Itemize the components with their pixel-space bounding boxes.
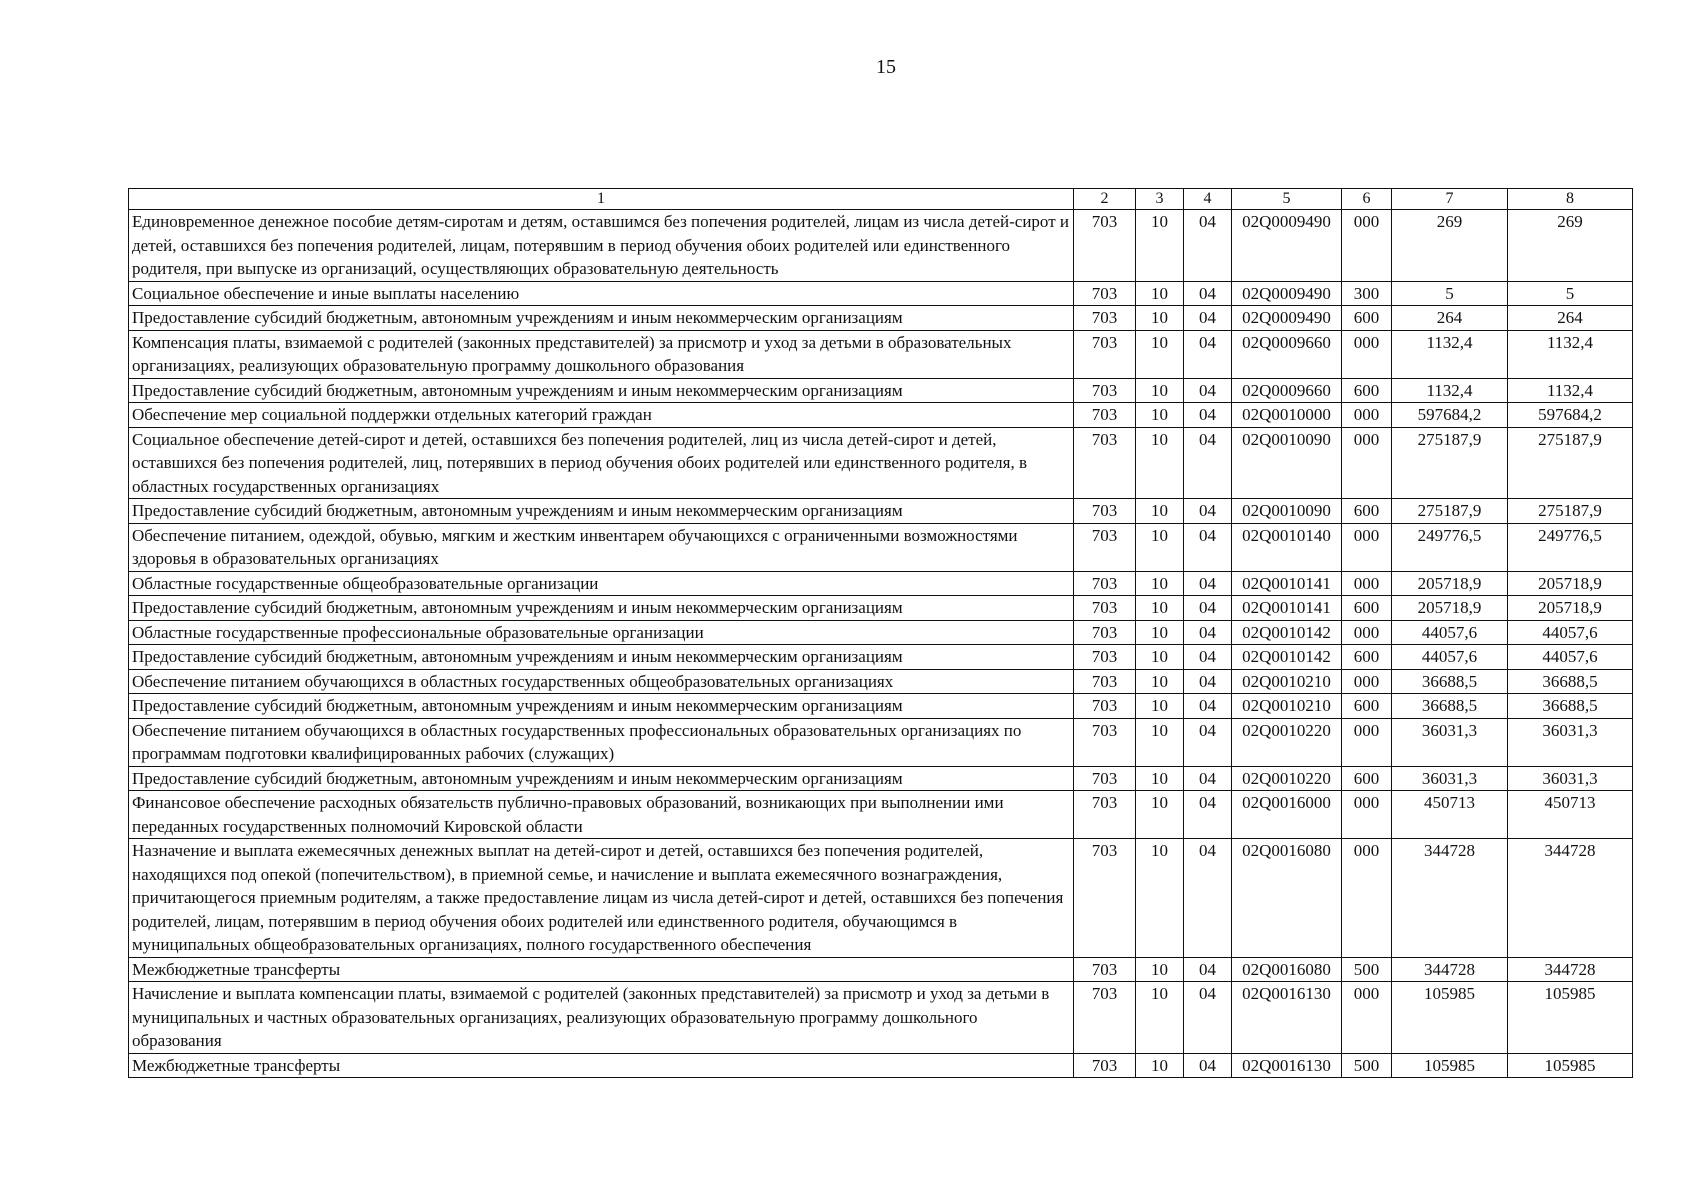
target-article-cell: 02Q0010142 [1232,645,1342,670]
subsection-code-cell: 04 [1184,210,1232,282]
amount-cell: 450713 [1508,791,1633,839]
table-row [129,596,1633,621]
section-code-cell: 10 [1136,766,1184,791]
expense-name-cell: Предоставление субсидий бюджетным, автономным учреждениям и иным некоммерческим организациям [129,499,1074,524]
table-row [129,839,1633,958]
ministry-code-cell: 703 [1074,596,1136,621]
section-code-cell: 10 [1136,330,1184,378]
amount-cell: 105985 [1508,1053,1633,1078]
table-row [129,957,1633,982]
table-row [129,210,1633,282]
target-article-cell: 02Q0016080 [1232,957,1342,982]
target-article-cell: 02Q0010220 [1232,718,1342,766]
section-code-cell: 10 [1136,620,1184,645]
amount-cell: 205718,9 [1508,571,1633,596]
table-body [129,210,1633,1078]
column-number-row [129,189,1633,210]
section-code-cell: 10 [1136,523,1184,571]
amount-cell: 1132,4 [1508,378,1633,403]
amount-cell: 36031,3 [1508,766,1633,791]
expense-type-cell: 000 [1342,982,1392,1054]
section-code-cell: 10 [1136,378,1184,403]
subsection-code-cell: 04 [1184,1053,1232,1078]
subsection-code-cell: 04 [1184,427,1232,499]
amount-cell: 105985 [1392,1053,1508,1078]
section-code-cell: 10 [1136,645,1184,670]
amount-cell: 36688,5 [1392,694,1508,719]
expense-name-cell: Обеспечение питанием обучающихся в областных государственных профессиональных образовательных организациях по программам подготовки квалифицированных рабочих (служащих) [129,718,1074,766]
expense-type-cell: 600 [1342,645,1392,670]
amount-cell: 36031,3 [1392,766,1508,791]
amount-cell: 5 [1508,281,1633,306]
ministry-code-cell: 703 [1074,427,1136,499]
section-code-cell: 10 [1136,427,1184,499]
amount-cell: 205718,9 [1508,596,1633,621]
expense-type-cell: 600 [1342,596,1392,621]
table-row [129,718,1633,766]
expense-name-cell: Финансовое обеспечение расходных обязательств публично-правовых образований, возникающих при выполнении ими переданных государственных полномочий Кировской области [129,791,1074,839]
ministry-code-cell: 703 [1074,766,1136,791]
target-article-cell: 02Q0010210 [1232,694,1342,719]
table-row [129,523,1633,571]
amount-cell: 450713 [1392,791,1508,839]
amount-cell: 269 [1508,210,1633,282]
amount-cell: 1132,4 [1392,330,1508,378]
expense-type-cell: 000 [1342,210,1392,282]
expense-name-cell: Областные государственные общеобразовательные организации [129,571,1074,596]
table-row [129,403,1633,428]
amount-cell: 275187,9 [1508,427,1633,499]
subsection-code-cell: 04 [1184,596,1232,621]
expense-name-cell: Предоставление субсидий бюджетным, автономным учреждениям и иным некоммерческим организациям [129,645,1074,670]
section-code-cell: 10 [1136,839,1184,958]
section-code-cell: 10 [1136,982,1184,1054]
subsection-code-cell: 04 [1184,766,1232,791]
amount-cell: 344728 [1392,957,1508,982]
ministry-code-cell: 703 [1074,523,1136,571]
amount-cell: 44057,6 [1508,620,1633,645]
amount-cell: 344728 [1508,839,1633,958]
amount-cell: 1132,4 [1392,378,1508,403]
expense-type-cell: 000 [1342,403,1392,428]
target-article-cell: 02Q0009660 [1232,330,1342,378]
table-row [129,645,1633,670]
table-row [129,427,1633,499]
amount-cell: 36688,5 [1508,694,1633,719]
ministry-code-cell: 703 [1074,982,1136,1054]
amount-cell: 44057,6 [1392,645,1508,670]
ministry-code-cell: 703 [1074,571,1136,596]
amount-cell: 249776,5 [1508,523,1633,571]
target-article-cell: 02Q0010141 [1232,571,1342,596]
expense-name-cell: Назначение и выплата ежемесячных денежных выплат на детей-сирот и детей, оставшихся без попечения родителей, находящихся под опекой (попечительством), в приемной семье, и начисление и выплата ежемесячного вознаграждения, причитающегося приемным родителям, а также предоставление лицам из числа детей-сирот и детей, оставшихся без попечения родителей, лицам, потерявшим в период обучения обоих родителей или единственного родителя, обучающимся в муниципальных общеобразовательных организациях, полного государственного обеспечения [129,839,1074,958]
ministry-code-cell: 703 [1074,645,1136,670]
expense-type-cell: 000 [1342,791,1392,839]
column-number-header: 2 [1074,189,1136,210]
amount-cell: 269 [1392,210,1508,282]
amount-cell: 5 [1392,281,1508,306]
subsection-code-cell: 04 [1184,403,1232,428]
amount-cell: 1132,4 [1508,330,1633,378]
amount-cell: 275187,9 [1392,427,1508,499]
table-row [129,982,1633,1054]
subsection-code-cell: 04 [1184,694,1232,719]
ministry-code-cell: 703 [1074,403,1136,428]
target-article-cell: 02Q0016080 [1232,839,1342,958]
section-code-cell: 10 [1136,571,1184,596]
subsection-code-cell: 04 [1184,499,1232,524]
expense-name-cell: Начисление и выплата компенсации платы, взимаемой с родителей (законных представителей) за присмотр и уход за детьми в муниципальных и частных образовательных организациях, реализующих образовательную программу дошкольного образования [129,982,1074,1054]
target-article-cell: 02Q0010000 [1232,403,1342,428]
expense-name-cell: Социальное обеспечение и иные выплаты населению [129,281,1074,306]
subsection-code-cell: 04 [1184,306,1232,331]
section-code-cell: 10 [1136,306,1184,331]
expense-name-cell: Предоставление субсидий бюджетным, автономным учреждениям и иным некоммерческим организациям [129,306,1074,331]
ministry-code-cell: 703 [1074,791,1136,839]
expense-name-cell: Обеспечение питанием, одеждой, обувью, мягким и жестким инвентарем обучающихся с ограниченными возможностями здоровья в образовательных организациях [129,523,1074,571]
subsection-code-cell: 04 [1184,523,1232,571]
expense-type-cell: 000 [1342,330,1392,378]
expense-type-cell: 000 [1342,718,1392,766]
expense-type-cell: 600 [1342,766,1392,791]
amount-cell: 597684,2 [1392,403,1508,428]
expense-type-cell: 600 [1342,694,1392,719]
expense-type-cell: 000 [1342,669,1392,694]
page-number: 15 [876,56,896,78]
section-code-cell: 10 [1136,403,1184,428]
expense-name-cell: Областные государственные профессиональные образовательные организации [129,620,1074,645]
table-row [129,330,1633,378]
subsection-code-cell: 04 [1184,571,1232,596]
section-code-cell: 10 [1136,499,1184,524]
section-code-cell: 10 [1136,791,1184,839]
ministry-code-cell: 703 [1074,499,1136,524]
ministry-code-cell: 703 [1074,620,1136,645]
amount-cell: 44057,6 [1392,620,1508,645]
target-article-cell: 02Q0009490 [1232,210,1342,282]
column-number-header: 3 [1136,189,1184,210]
target-article-cell: 02Q0010090 [1232,427,1342,499]
expense-type-cell: 000 [1342,839,1392,958]
amount-cell: 44057,6 [1508,645,1633,670]
expense-type-cell: 000 [1342,620,1392,645]
amount-cell: 105985 [1508,982,1633,1054]
table-row [129,306,1633,331]
amount-cell: 36031,3 [1508,718,1633,766]
amount-cell: 597684,2 [1508,403,1633,428]
expense-type-cell: 300 [1342,281,1392,306]
expense-type-cell: 000 [1342,523,1392,571]
target-article-cell: 02Q0010142 [1232,620,1342,645]
table-row [129,378,1633,403]
target-article-cell: 02Q0010210 [1232,669,1342,694]
target-article-cell: 02Q0010140 [1232,523,1342,571]
column-number-header: 4 [1184,189,1232,210]
target-article-cell: 02Q0016130 [1232,982,1342,1054]
target-article-cell: 02Q0016000 [1232,791,1342,839]
subsection-code-cell: 04 [1184,669,1232,694]
subsection-code-cell: 04 [1184,330,1232,378]
column-number-header: 5 [1232,189,1342,210]
expense-name-cell: Межбюджетные трансферты [129,957,1074,982]
section-code-cell: 10 [1136,281,1184,306]
subsection-code-cell: 04 [1184,791,1232,839]
table-row [129,1053,1633,1078]
table-row [129,669,1633,694]
table-row [129,791,1633,839]
table-row [129,571,1633,596]
ministry-code-cell: 703 [1074,210,1136,282]
subsection-code-cell: 04 [1184,982,1232,1054]
expense-name-cell: Компенсация платы, взимаемой с родителей (законных представителей) за присмотр и уход за детьми в образовательных организациях, реализующих образовательную программу дошкольного образования [129,330,1074,378]
ministry-code-cell: 703 [1074,378,1136,403]
expense-name-cell: Предоставление субсидий бюджетным, автономным учреждениям и иным некоммерческим организациям [129,596,1074,621]
column-number-header: 1 [129,189,1074,210]
amount-cell: 344728 [1508,957,1633,982]
subsection-code-cell: 04 [1184,718,1232,766]
column-number-header: 8 [1508,189,1633,210]
expense-name-cell: Межбюджетные трансферты [129,1053,1074,1078]
amount-cell: 205718,9 [1392,596,1508,621]
target-article-cell: 02Q0010141 [1232,596,1342,621]
expense-type-cell: 500 [1342,1053,1392,1078]
amount-cell: 105985 [1392,982,1508,1054]
table-row [129,766,1633,791]
ministry-code-cell: 703 [1074,839,1136,958]
section-code-cell: 10 [1136,957,1184,982]
subsection-code-cell: 04 [1184,839,1232,958]
table-row [129,499,1633,524]
target-article-cell: 02Q0009490 [1232,306,1342,331]
budget-table [128,188,1633,1078]
section-code-cell: 10 [1136,718,1184,766]
target-article-cell: 02Q0010220 [1232,766,1342,791]
ministry-code-cell: 703 [1074,957,1136,982]
expense-type-cell: 000 [1342,427,1392,499]
amount-cell: 249776,5 [1392,523,1508,571]
target-article-cell: 02Q0009490 [1232,281,1342,306]
table-row [129,281,1633,306]
section-code-cell: 10 [1136,596,1184,621]
section-code-cell: 10 [1136,1053,1184,1078]
expense-type-cell: 600 [1342,499,1392,524]
section-code-cell: 10 [1136,694,1184,719]
target-article-cell: 02Q0010090 [1232,499,1342,524]
amount-cell: 275187,9 [1392,499,1508,524]
column-number-header: 6 [1342,189,1392,210]
section-code-cell: 10 [1136,669,1184,694]
amount-cell: 36688,5 [1508,669,1633,694]
amount-cell: 264 [1392,306,1508,331]
expense-name-cell: Предоставление субсидий бюджетным, автономным учреждениям и иным некоммерческим организациям [129,378,1074,403]
ministry-code-cell: 703 [1074,330,1136,378]
table-row [129,694,1633,719]
amount-cell: 344728 [1392,839,1508,958]
ministry-code-cell: 703 [1074,281,1136,306]
ministry-code-cell: 703 [1074,1053,1136,1078]
expense-name-cell: Предоставление субсидий бюджетным, автономным учреждениям и иным некоммерческим организациям [129,766,1074,791]
expense-type-cell: 600 [1342,378,1392,403]
column-number-header: 7 [1392,189,1508,210]
ministry-code-cell: 703 [1074,694,1136,719]
subsection-code-cell: 04 [1184,645,1232,670]
target-article-cell: 02Q0016130 [1232,1053,1342,1078]
amount-cell: 36031,3 [1392,718,1508,766]
amount-cell: 205718,9 [1392,571,1508,596]
expense-name-cell: Обеспечение мер социальной поддержки отдельных категорий граждан [129,403,1074,428]
expense-type-cell: 600 [1342,306,1392,331]
expense-name-cell: Предоставление субсидий бюджетным, автономным учреждениям и иным некоммерческим организациям [129,694,1074,719]
ministry-code-cell: 703 [1074,669,1136,694]
amount-cell: 275187,9 [1508,499,1633,524]
amount-cell: 264 [1508,306,1633,331]
expense-name-cell: Обеспечение питанием обучающихся в областных государственных общеобразовательных организациях [129,669,1074,694]
ministry-code-cell: 703 [1074,718,1136,766]
table-row [129,620,1633,645]
target-article-cell: 02Q0009660 [1232,378,1342,403]
subsection-code-cell: 04 [1184,378,1232,403]
subsection-code-cell: 04 [1184,620,1232,645]
expense-name-cell: Единовременное денежное пособие детям-сиротам и детям, оставшимся без попечения родителей, лицам из числа детей-сирот и детей, оставшихся без попечения родителей, лицам, потерявшим в период обучения обоих родителей или единственного родителя, при выпуске из организаций, осуществляющих образовательную деятельность [129,210,1074,282]
section-code-cell: 10 [1136,210,1184,282]
expense-type-cell: 000 [1342,571,1392,596]
amount-cell: 36688,5 [1392,669,1508,694]
expense-type-cell: 500 [1342,957,1392,982]
subsection-code-cell: 04 [1184,957,1232,982]
subsection-code-cell: 04 [1184,281,1232,306]
expense-name-cell: Социальное обеспечение детей-сирот и детей, оставшихся без попечения родителей, лиц из числа детей-сирот и детей, оставшихся без попечения родителей, лиц, потерявших в период обучения обоих родителей или единственного родителя, в областных государственных организациях [129,427,1074,499]
ministry-code-cell: 703 [1074,306,1136,331]
